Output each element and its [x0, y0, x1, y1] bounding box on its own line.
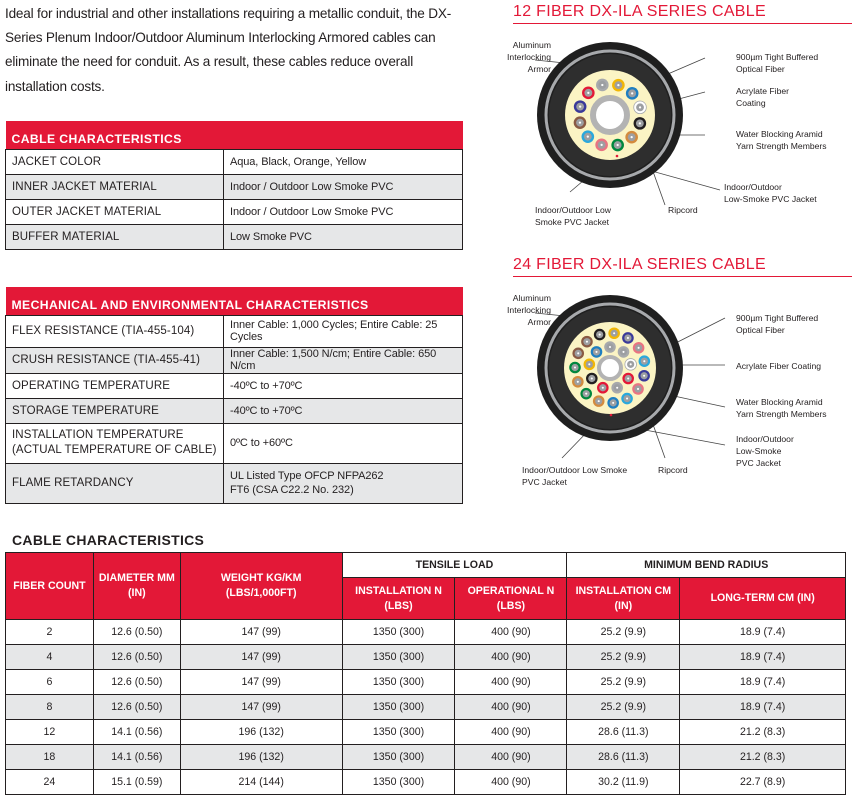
section-title: CABLE CHARACTERISTICS: [12, 532, 205, 548]
label-aramid: Water Blocking Aramid Yarn Strength Members: [736, 129, 827, 151]
fiber: [582, 130, 595, 143]
row-value: Indoor / Outdoor Low Smoke PVC: [224, 199, 463, 224]
header-fiber-count: FIBER COUNT: [6, 553, 94, 620]
cell-longterm-cm: 18.9 (7.4): [680, 695, 846, 720]
cell-weight: 196 (132): [180, 745, 342, 770]
fiber: [607, 397, 619, 409]
cell-installation-n: 1350 (300): [342, 770, 455, 795]
fiber: [632, 383, 644, 395]
fiber: [604, 341, 616, 353]
table-header: CABLE CHARACTERISTICS: [6, 121, 463, 149]
fiber: [574, 116, 587, 129]
fiber: [595, 139, 608, 152]
diagram-24-title: 24 FIBER DX-ILA SERIES CABLE: [513, 256, 852, 277]
row-value: Indoor / Outdoor Low Smoke PVC: [224, 174, 463, 199]
table-row: [6, 149, 463, 174]
row-label: FLAME RETARDANCY: [6, 463, 224, 503]
cell-diameter: 12.6 (0.50): [93, 620, 180, 645]
row-value: [224, 463, 463, 503]
cell-fiber-count: 4: [6, 645, 94, 670]
cell-operational-n: 400 (90): [455, 645, 567, 670]
fiber: [639, 355, 651, 367]
fiber: [569, 362, 581, 374]
table-row: [6, 224, 463, 249]
row-value: Inner Cable: 1,500 N/cm; Entire Cable: 650 N/cm: [224, 347, 463, 373]
cell-diameter: 14.1 (0.56): [93, 745, 180, 770]
fiber: [594, 329, 606, 341]
row-label: STORAGE TEMPERATURE: [6, 398, 224, 423]
value-line: FT6 (CSA C22.2 No. 232): [230, 484, 354, 496]
cell-operational-n: 400 (90): [455, 770, 567, 795]
fiber: [582, 87, 595, 100]
fiber: [622, 332, 634, 344]
header-installation-cm: INSTALLATION CM (IN): [567, 578, 680, 620]
header-longterm-cm: LONG-TERM CM (IN): [680, 578, 846, 620]
cell-installation-cm: 25.2 (9.9): [567, 620, 680, 645]
cable-characteristics-table: [5, 121, 463, 250]
cell-operational-n: 400 (90): [455, 720, 567, 745]
fiber: [611, 382, 623, 394]
fiber: [634, 117, 647, 130]
label-fiber: 900µm Tight Buffered Optical Fiber: [736, 52, 819, 74]
fiber: [612, 79, 625, 92]
cell-diameter: 14.1 (0.56): [93, 720, 180, 745]
table-row: [6, 398, 463, 423]
table-row: [6, 670, 846, 695]
table-row: [6, 423, 463, 463]
cell-weight: 147 (99): [180, 620, 342, 645]
cell-diameter: 15.1 (0.59): [93, 770, 180, 795]
cell-weight: 147 (99): [180, 695, 342, 720]
table-row: [6, 645, 846, 670]
diagram-12-fiber: [495, 30, 852, 240]
cell-installation-n: 1350 (300): [342, 620, 455, 645]
label-outer-jacket: Indoor/Outdoor Low Smoke PVC Jacket: [522, 465, 628, 487]
fiber: [580, 388, 592, 400]
table-row: [6, 745, 846, 770]
row-value: Aqua, Black, Orange, Yellow: [224, 149, 463, 174]
intro-paragraph: Ideal for industrial and other installations requiring a metallic conduit, the DX-Series Plenum Indoor/Outdoor Aluminum Interlocking Armored cables can eliminate the need for conduit. As a result, these cables reduce overall installation costs.: [5, 6, 452, 94]
fiber: [581, 336, 593, 348]
fiber: [572, 348, 584, 360]
row-value: 0ºC to +60ºC: [224, 423, 463, 463]
row-value: -40ºC to +70ºC: [224, 373, 463, 398]
central-member: [599, 357, 621, 379]
cell-installation-n: 1350 (300): [342, 745, 455, 770]
header-installation-n: INSTALLATION N (LBS): [342, 578, 455, 620]
row-label: JACKET COLOR: [6, 149, 224, 174]
row-label: INNER JACKET MATERIAL: [6, 174, 224, 199]
table-row: [6, 347, 463, 373]
diagram-24-fiber: [495, 283, 852, 493]
cell-operational-n: 400 (90): [455, 620, 567, 645]
row-value: Inner Cable: 1,000 Cycles; Entire Cable: 25 Cycles: [224, 315, 463, 347]
table-row: [6, 199, 463, 224]
label-coating: Acrylate Fiber Coating: [736, 86, 790, 108]
fiber: [586, 373, 598, 385]
label-armor: Aluminum Interlocking Armor: [507, 40, 551, 74]
fiber: [596, 79, 609, 92]
table-row: [6, 720, 846, 745]
label-inner-jacket: Indoor/Outdoor Low-Smoke PVC Jacket: [724, 182, 817, 204]
cell-fiber-count: 12: [6, 720, 94, 745]
cell-fiber-count: 2: [6, 620, 94, 645]
fiber: [572, 376, 584, 388]
row-label: OPERATING TEMPERATURE: [6, 373, 224, 398]
fiber: [611, 139, 624, 152]
cell-fiber-count: 8: [6, 695, 94, 720]
label-inner-jacket: Indoor/Outdoor Low-Smoke PVC Jacket: [736, 434, 794, 468]
cell-longterm-cm: 22.7 (8.9): [680, 770, 846, 795]
fiber: [608, 327, 620, 339]
row-label: OUTER JACKET MATERIAL: [6, 199, 224, 224]
label-coating: Acrylate Fiber Coating: [736, 361, 822, 371]
table-row: [6, 463, 463, 503]
table-row: [6, 770, 846, 795]
row-label: CRUSH RESISTANCE (TIA-455-41): [6, 347, 224, 373]
table-row: [6, 174, 463, 199]
cell-installation-cm: 30.2 (11.9): [567, 770, 680, 795]
cell-longterm-cm: 18.9 (7.4): [680, 670, 846, 695]
diagram-12-title: 12 FIBER DX-ILA SERIES CABLE: [513, 3, 852, 24]
cell-installation-n: 1350 (300): [342, 670, 455, 695]
header-operational-n: OPERATIONAL N (LBS): [455, 578, 567, 620]
fiber: [618, 346, 630, 358]
mechanical-environmental-table: [5, 287, 463, 504]
label-ripcord: Ripcord: [668, 205, 698, 215]
label-fiber: 900µm Tight Buffered Optical Fiber: [736, 313, 819, 335]
table-row: [6, 373, 463, 398]
header-diameter: DIAMETER MM (IN): [93, 553, 180, 620]
table-header: MECHANICAL AND ENVIRONMENTAL CHARACTERISTICS: [6, 287, 463, 315]
cell-fiber-count: 24: [6, 770, 94, 795]
cell-weight: 147 (99): [180, 645, 342, 670]
cell-fiber-count: 18: [6, 745, 94, 770]
fiber: [633, 342, 645, 354]
value-line: UL Listed Type OFCP NFPA262: [230, 470, 384, 482]
cell-operational-n: 400 (90): [455, 695, 567, 720]
cell-weight: 147 (99): [180, 670, 342, 695]
fiber: [597, 382, 609, 394]
cell-installation-cm: 28.6 (11.3): [567, 720, 680, 745]
header-tensile-load: TENSILE LOAD: [342, 553, 567, 578]
row-value: -40ºC to +70ºC: [224, 398, 463, 423]
cell-longterm-cm: 21.2 (8.3): [680, 720, 846, 745]
cell-longterm-cm: 21.2 (8.3): [680, 745, 846, 770]
fiber: [625, 359, 637, 371]
fiber: [574, 100, 587, 113]
cell-installation-n: 1350 (300): [342, 695, 455, 720]
fiber: [584, 359, 596, 371]
cell-installation-cm: 28.6 (11.3): [567, 745, 680, 770]
ripcord: [616, 155, 619, 158]
label-ripcord: Ripcord: [658, 465, 688, 475]
table-row: [6, 315, 463, 347]
cell-installation-cm: 25.2 (9.9): [567, 670, 680, 695]
header-weight: WEIGHT KG/KM (LBS/1,000FT): [180, 553, 342, 620]
cell-installation-cm: 25.2 (9.9): [567, 645, 680, 670]
cell-diameter: 12.6 (0.50): [93, 670, 180, 695]
row-label: FLEX RESISTANCE (TIA-455-104): [6, 315, 224, 347]
fiber: [591, 346, 603, 358]
table-row: [6, 620, 846, 645]
header-min-bend-radius: MINIMUM BEND RADIUS: [567, 553, 846, 578]
label-armor: Aluminum Interlocking Armor: [507, 293, 551, 327]
cell-diameter: 12.6 (0.50): [93, 645, 180, 670]
cell-installation-n: 1350 (300): [342, 720, 455, 745]
cell-installation-cm: 25.2 (9.9): [567, 695, 680, 720]
fiber: [593, 395, 605, 407]
cable-table-body: [6, 620, 846, 795]
cell-weight: 196 (132): [180, 720, 342, 745]
row-label: INSTALLATION TEMPERATURE (ACTUAL TEMPERATURE OF CABLE): [6, 423, 224, 463]
fiber: [638, 370, 650, 382]
central-member: [593, 98, 627, 132]
fiber: [626, 87, 639, 100]
cell-weight: 214 (144): [180, 770, 342, 795]
row-label: BUFFER MATERIAL: [6, 224, 224, 249]
label-outer-jacket: Indoor/Outdoor Low Smoke PVC Jacket: [535, 205, 611, 227]
row-value: Low Smoke PVC: [224, 224, 463, 249]
fiber: [634, 101, 647, 114]
cell-longterm-cm: 18.9 (7.4): [680, 620, 846, 645]
cell-diameter: 12.6 (0.50): [93, 695, 180, 720]
cell-operational-n: 400 (90): [455, 670, 567, 695]
ripcord: [610, 414, 613, 417]
label-aramid: Water Blocking Aramid Yarn Strength Members: [736, 397, 827, 419]
cell-longterm-cm: 18.9 (7.4): [680, 645, 846, 670]
cell-operational-n: 400 (90): [455, 745, 567, 770]
fiber: [622, 373, 634, 385]
fiber: [625, 131, 638, 144]
cell-installation-n: 1350 (300): [342, 645, 455, 670]
fiber: [621, 393, 633, 405]
cell-fiber-count: 6: [6, 670, 94, 695]
cable-data-table: [5, 552, 846, 795]
table-row: [6, 695, 846, 720]
